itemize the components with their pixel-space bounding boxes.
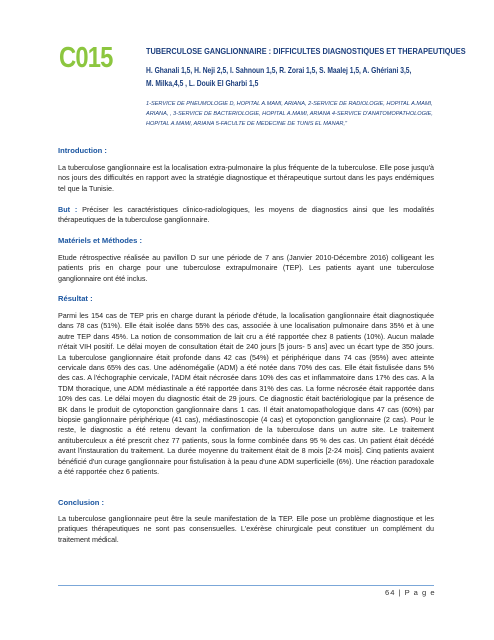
intro-heading: Introduction : (58, 146, 107, 155)
footer-divider (58, 585, 434, 586)
but-label: But : (58, 205, 78, 214)
results-text: Parmi les 154 cas de TEP pris en charge durant la période d'étude, la localisation ganglionnaire était diagnostiquée dans 78 cas (51%). Elle était isolée dans 55% des cas, associée à une localisation pulmonaire dans 35% et à une autre TEP dans 45%. La notion de consommation de lait cru a été rapportée chez 8 patients (10%). Aucun malade n'était VIH positif. Le délai moyen de consultation était de 240 jours [5 jours- 5 ans] avec un écart type de 350 jours. La tuberculose ganglionnaire était profonde dans 42 cas (54%) et périphérique dans 74 cas (95%) avec atteinte cervicale dans 65% des cas. Une adénomégalie (ADM) a été notée dans 70% des cas. Elle était fistulisée dans 5% des cas. A l'échographie cervicale, l'ADM était nécrosée dans 10% des cas et inflammatoire dans 17% des cas. A la TDM thoracique, une ADM médiastinale a été rapportée dans 31% des cas. La forme nécrosée était rapportée dans 10% des cas. Le délai moyen du diagnostic était de 29 jours. Ce diagnostic était bactériologique par la présence de BK dans le produit de cytoponction ganglionnaire dans 1 cas. Il était anatomopathologique dans 47 cas (60%) par biopsie ganglionnaire périphérique (41 cas), médiastinoscopie (4 cas) et cytoponction ganglionnaire (2 cas). Pour le reste, le diagnostic a été retenu devant la confirmation de la tuberculose dans un autre site. Le traitement antituberculeux a été prescrit chez 77 patients, sous la forme combinée dans 95 % des cas. Un patient était décédé avant l'instauration du traitement. La durée moyenne du traitement était de 8 mois [2-24 mois]. Cinq patients avaient bénéficié d'un curage ganglionnaire pour fistulisation à la peau d'une ADM superficielle (6%). Une réaction paradoxale a été rapportée chez 6 patients. (58, 311, 434, 477)
methods-text: Etude rétrospective réalisée au pavillon D sur une période de 7 ans (Janvier 2010-Décembre 2016) colligeant les patients pris en charge pour une tuberculose extrapulmonaire (TEP). Les patients ayant une tuberculose ganglionnaire ont été inclus. (58, 253, 434, 283)
affiliations: 1-SERVICE DE PNEUMOLOGIE D, HOPITAL A.MAMI, ARIANA, 2-SERVICE DE RADIOLOGIE, HOPITAL A.MAMI, ARIANA, , 3-SERVICE DE BACTERIOLOGIE, HOPITAL A.MAMI, ARIANA 4-SERVICE D'ANATOMOPATHOLOGIE, HOPITAL A.MAMI, ARIANA 5-FACULTE DE MEDECINE DE TUNIS EL MANAR," (146, 101, 433, 127)
abstract-code: C015 (59, 42, 113, 74)
authors: H. Ghanali 1,5, H. Neji 2,5, I. Sahnoun 1,5, R. Zorai 1,5, S. Maalej 1,5, A. Ghériani 3,5, M. Milka,4,5 , L. Douik El Gharbi 1,5 (146, 66, 412, 88)
abstract-title: TUBERCULOSE GANGLIONNAIRE : DIFFICULTES DIAGNOSTIQUES ET THERAPEUTIQUES (146, 47, 466, 56)
but-paragraph (58, 205, 434, 226)
page-number: 64 | P a g e (385, 588, 436, 597)
intro-text: La tuberculose ganglionnaire est la localisation extra-pulmonaire la plus fréquente de la tuberculose. Elle pose jusqu'à nos jours des difficultés en rapport avec la stratégie diagnostique et thérapeutique surtout dans les pays endémiques tel que la Tunisie. (58, 163, 434, 193)
conclusion-text: La tuberculose ganglionnaire peut être la seule manifestation de la TEP. Elle pose un problème diagnostique et les pratiques thérapeutiques ne sont pas consensuelles. L'exérèse chirurgicale peut constituer un complément du traitement médical. (58, 514, 434, 544)
but-text: Préciser les caractéristiques clinico-radiologiques, les moyens de diagnostics ainsi que les modalités thérapeutiques de la tuberculose ganglionnaire. (58, 205, 435, 225)
methods-heading: Matériels et Méthodes : (58, 236, 142, 245)
conclusion-heading: Conclusion : (58, 498, 104, 507)
results-heading: Résultat : (58, 294, 93, 303)
